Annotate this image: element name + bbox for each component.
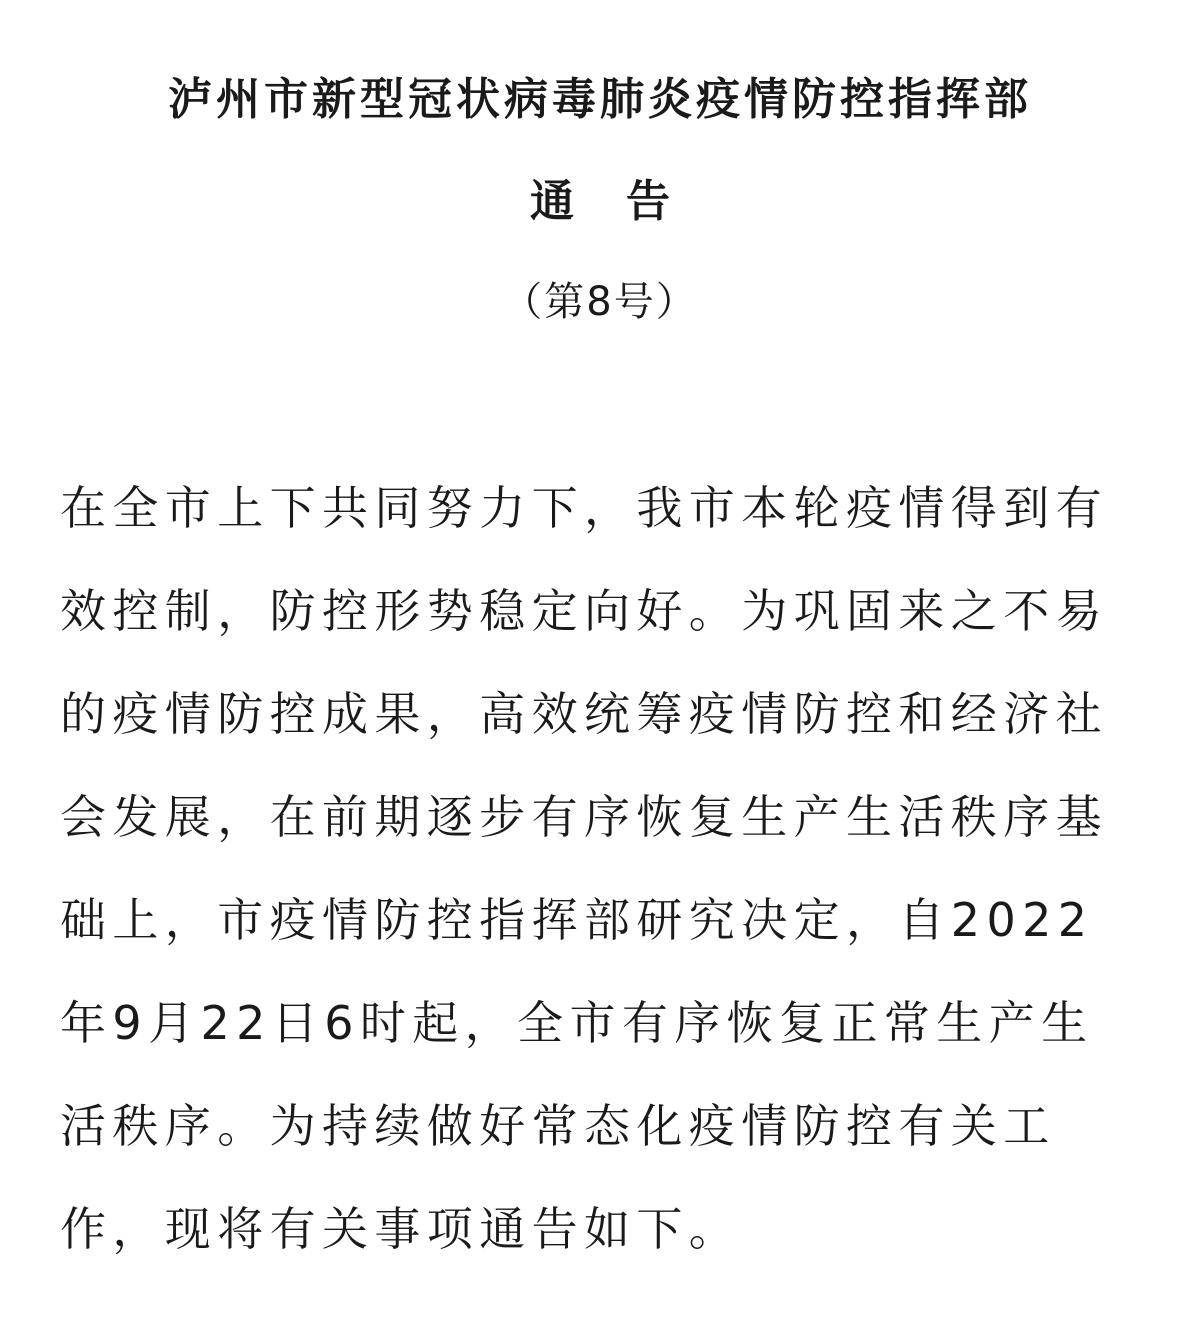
- body-line: 效控制，防控形势稳定向好。为巩固来之不易: [60, 584, 1108, 638]
- body-line: 的疫情防控成果，高效统筹疫情防控和经济社: [60, 687, 1108, 741]
- body-line: 年9月22日6时起，全市有序恢复正常生产生: [60, 996, 1094, 1050]
- body-line: 作，现将有关事项通告如下。: [60, 1202, 742, 1256]
- document-number: （第8号）: [502, 279, 698, 325]
- document-type-title: 通告: [530, 176, 722, 227]
- issuing-organization-title: 泸州市新型冠状病毒肺炎疫情防控指挥部: [168, 74, 1032, 125]
- notice-body: [60, 480, 1140, 1304]
- body-line: 础上，市疫情防控指挥部研究决定，自2022: [60, 893, 1094, 947]
- body-line: 会发展，在前期逐步有序恢复生产生活秩序基: [60, 790, 1108, 844]
- body-line: 活秩序。为持续做好常态化疫情防控有关工: [60, 1099, 1056, 1153]
- body-line: 在全市上下共同努力下，我市本轮疫情得到有: [60, 481, 1108, 535]
